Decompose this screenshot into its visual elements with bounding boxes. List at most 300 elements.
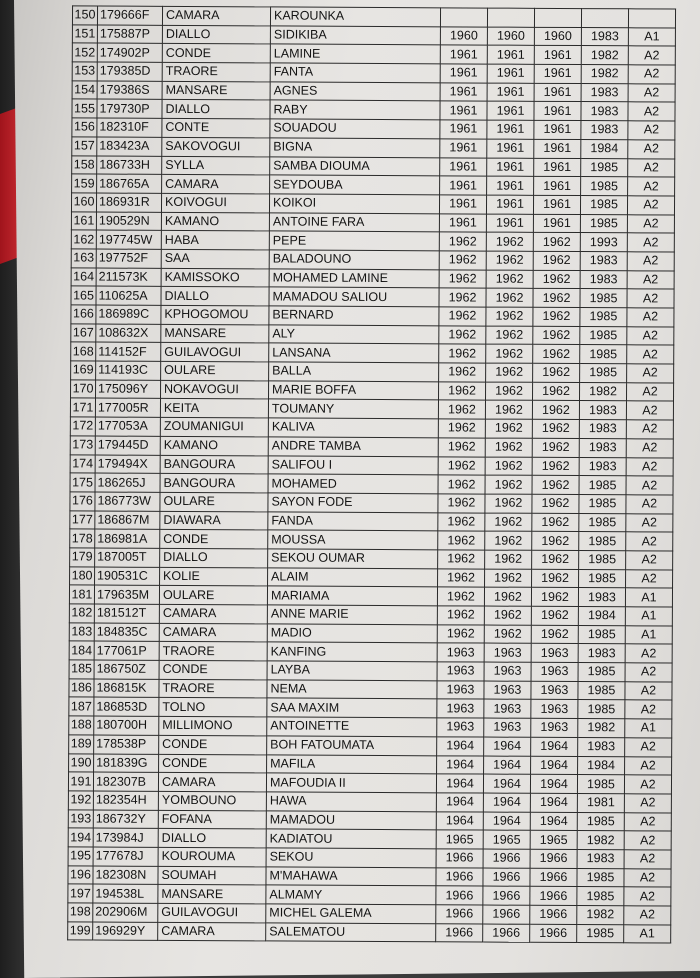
year-4-cell: 1985 [579,550,626,569]
year-3-cell: 1962 [532,513,579,532]
first-name-cell: TOUMANY [268,399,438,419]
category-cell: A1 [625,625,672,644]
category-cell: A2 [627,196,674,215]
last-name-cell: CONDE [159,735,267,754]
matricule-cell: 186773W [95,492,160,511]
last-name-cell: KOIVOGUI [161,193,269,212]
last-name-cell: SOUMAH [158,866,266,885]
year-2-cell: 1966 [483,924,530,943]
year-2-cell: 1960 [487,27,534,46]
matricule-cell: 177678J [93,847,158,866]
category-cell: A2 [625,663,672,682]
year-2-cell: 1964 [484,756,531,775]
year-3-cell: 1962 [533,363,580,382]
year-3-cell: 1962 [532,419,579,438]
first-name-cell: MOHAMED LAMINE [269,269,439,289]
year-4-cell: 1983 [579,420,626,439]
category-cell: A2 [628,121,675,140]
last-name-cell: YOMBOUNO [158,791,266,810]
year-3-cell: 1962 [532,382,579,401]
year-1-cell: 1966 [436,849,483,868]
year-2-cell: 1966 [483,905,530,924]
category-cell: A2 [624,868,671,887]
year-1-cell: 1962 [437,587,484,606]
first-name-cell: SALIFOU I [268,455,438,475]
year-1-cell: 1961 [440,64,487,83]
row-number-cell: 195 [68,847,93,866]
category-cell: A2 [627,326,674,345]
year-1-cell: 1962 [437,606,484,625]
first-name-cell: MADIO [267,624,437,644]
row-number-cell: 164 [71,268,96,287]
matricule-cell: 183423A [97,137,162,156]
year-1-cell: 1962 [438,550,485,569]
last-name-cell: NOKAVOGUI [161,380,269,399]
row-number-cell: 183 [69,623,94,642]
row-number-cell: 176 [70,492,95,511]
category-cell: A2 [626,401,673,420]
year-4-cell: 1985 [579,476,626,495]
first-name-cell: SEYDOUBA [270,175,440,195]
year-4-cell: 1983 [581,102,628,121]
year-1-cell: 1962 [439,251,486,270]
category-cell: A2 [626,532,673,551]
year-3-cell: 1964 [531,756,578,775]
first-name-cell: ANDRE TAMBA [268,437,438,457]
last-name-cell: SAKOVOGUI [162,137,270,156]
row-number-cell: 158 [72,155,97,174]
first-name-cell: BOH FATOUMATA [267,736,437,756]
year-2-cell: 1963 [484,699,531,718]
year-3-cell: 1961 [533,214,580,233]
year-3-cell: 1964 [530,793,577,812]
category-cell: A2 [628,65,675,84]
last-name-cell: CAMARA [159,604,267,623]
year-3-cell: 1962 [531,625,578,644]
year-3-cell: 1962 [532,532,579,551]
year-4-cell: 1985 [577,812,624,831]
year-1-cell: 1962 [437,625,484,644]
row-number-cell: 177 [70,510,95,529]
year-4-cell: 1983 [580,251,627,270]
category-cell: A2 [628,140,675,159]
row-number-cell: 190 [69,753,94,772]
year-4-cell: 1985 [578,663,625,682]
matricule-cell: 184835C [94,623,159,642]
matricule-cell: 179730P [97,99,162,118]
first-name-cell: MARIE BOFFA [268,381,438,401]
last-name-cell: KOLIE [160,567,268,586]
year-1-cell: 1962 [438,475,485,494]
year-3-cell: 1966 [530,887,577,906]
year-3-cell: 1962 [533,345,580,364]
year-2-cell: 1962 [484,606,531,625]
year-3-cell: 1961 [534,158,581,177]
year-1-cell: 1963 [437,643,484,662]
category-cell: A1 [625,607,672,626]
year-2-cell: 1962 [486,344,533,363]
year-1-cell: 1961 [440,139,487,158]
year-4-cell: 1983 [580,270,627,289]
category-cell: A2 [628,84,675,103]
matricule-cell: 177005R [95,398,160,417]
year-2-cell: 1965 [483,830,530,849]
last-name-cell: DIALLO [161,287,269,306]
category-cell: A2 [626,495,673,514]
year-2-cell: 1961 [487,139,534,158]
row-number-cell: 185 [69,660,94,679]
first-name-cell: HAWA [266,792,436,812]
category-cell: A2 [627,270,674,289]
year-2-cell: 1962 [485,457,532,476]
year-2-cell: 1963 [484,662,531,681]
first-name-cell: FANTA [270,63,440,83]
year-1-cell: 1965 [436,830,483,849]
year-2-cell: 1964 [483,774,530,793]
category-cell: A2 [624,775,671,794]
year-2-cell: 1962 [485,475,532,494]
category-cell: A2 [624,887,671,906]
year-2-cell: 1963 [484,681,531,700]
category-cell: A2 [626,476,673,495]
last-name-cell: MANSARE [162,81,270,100]
year-4-cell: 1985 [577,887,624,906]
year-4-cell: 1983 [581,83,628,102]
first-name-cell: LANSANA [269,343,439,363]
year-2-cell: 1962 [486,251,533,270]
first-name-cell: BIGNA [270,138,440,158]
category-cell: A2 [624,831,671,850]
row-number-cell: 179 [70,548,95,567]
first-name-cell: MOUSSA [268,530,438,550]
first-name-cell: ALY [269,325,439,345]
year-1-cell: 1962 [439,344,486,363]
category-cell: A1 [625,588,672,607]
first-name-cell: MARIAMA [267,586,437,606]
year-1-cell: 1964 [436,811,483,830]
year-1-cell: 1961 [440,157,487,176]
year-4-cell: 1985 [580,289,627,308]
table-row [68,922,671,944]
category-cell: A2 [627,252,674,271]
matricule-cell: 179386S [97,81,162,100]
row-number-cell: 181 [69,585,94,604]
last-name-cell: KPHOGOMOU [161,305,269,324]
year-3-cell: 1961 [534,46,581,65]
matricule-cell: 186981A [95,529,160,548]
matricule-cell: 179494X [95,455,160,474]
year-2-cell: 1964 [483,812,530,831]
year-2-cell: 1961 [487,120,534,139]
matricule-cell: 186931R [96,193,161,212]
year-3-cell: 1963 [531,700,578,719]
matricule-cell: 182308N [93,866,158,885]
year-1-cell: 1962 [438,382,485,401]
last-name-cell: SYLLA [162,156,270,175]
first-name-cell: M'MAHAWA [266,867,436,887]
first-name-cell: BERNARD [269,306,439,326]
matricule-cell: 186732Y [93,810,158,829]
last-name-cell: BANGOURA [160,474,268,493]
row-number-cell: 171 [70,398,95,417]
last-name-cell: TOLNO [159,698,267,717]
category-cell: A2 [628,102,675,121]
year-3-cell: 1964 [530,812,577,831]
year-1-cell [440,8,487,27]
year-4-cell: 1983 [581,27,628,46]
year-4-cell: 1985 [578,681,625,700]
first-name-cell: SEKOU [266,848,436,868]
year-2-cell: 1962 [485,438,532,457]
year-2-cell: 1961 [487,102,534,121]
last-name-cell: KAMANO [161,212,269,231]
year-1-cell: 1962 [439,288,486,307]
year-1-cell: 1963 [437,718,484,737]
year-1-cell: 1962 [438,419,485,438]
year-1-cell: 1962 [438,456,485,475]
row-number-cell: 192 [68,791,93,810]
last-name-cell: CONDE [159,660,267,679]
year-4-cell: 1985 [579,532,626,551]
year-3-cell: 1963 [531,718,578,737]
year-3-cell: 1963 [531,662,578,681]
category-cell: A2 [626,551,673,570]
year-4-cell: 1985 [579,494,626,513]
first-name-cell: MAMADOU [266,810,436,830]
year-1-cell: 1962 [439,326,486,345]
year-3-cell: 1962 [533,289,580,308]
year-4-cell: 1985 [577,924,624,943]
matricule-cell: 175887P [97,25,162,44]
paper-sheet [14,0,700,978]
last-name-cell: OULARE [160,492,268,511]
row-number-cell: 159 [72,174,97,193]
last-name-cell: CONTE [162,118,270,137]
matricule-cell: 186265J [95,473,160,492]
year-2-cell: 1962 [484,625,531,644]
matricule-cell: 174902P [97,43,162,62]
category-cell: A2 [627,233,674,252]
year-2-cell: 1963 [484,718,531,737]
last-name-cell: DIALLO [162,100,270,119]
year-1-cell: 1963 [437,681,484,700]
category-cell: A2 [624,794,671,813]
last-name-cell: KAMISSOKO [161,268,269,287]
row-number-cell: 151 [72,25,97,44]
category-cell: A2 [625,756,672,775]
matricule-cell: 197745W [96,230,161,249]
matricule-cell: 179666F [97,6,162,25]
last-name-cell: OULARE [159,586,267,605]
first-name-cell: PEPE [269,231,439,251]
first-name-cell: MAFILA [267,754,437,774]
year-3-cell: 1962 [531,606,578,625]
last-name-cell: KEITA [160,399,268,418]
first-name-cell: ALMAMY [266,885,436,905]
last-name-cell: TRAORE [159,679,267,698]
row-number-cell: 165 [71,286,96,305]
row-number-cell: 150 [72,6,97,25]
year-3-cell: 1962 [533,251,580,270]
year-4-cell: 1981 [577,793,624,812]
year-1-cell: 1962 [439,363,486,382]
row-number-cell: 152 [72,43,97,62]
year-3-cell: 1965 [530,831,577,850]
year-3-cell: 1962 [532,475,579,494]
row-number-cell: 184 [69,641,94,660]
row-number-cell: 174 [70,454,95,473]
category-cell: A2 [624,812,671,831]
category-cell: A2 [626,457,673,476]
last-name-cell: MANSARE [161,324,269,343]
last-name-cell: TRAORE [162,62,270,81]
year-2-cell: 1962 [485,382,532,401]
year-1-cell: 1961 [440,120,487,139]
year-4-cell: 1985 [580,345,627,364]
year-4-cell: 1983 [579,401,626,420]
last-name-cell: CAMARA [158,922,266,941]
year-2-cell: 1962 [486,232,533,251]
year-4-cell: 1984 [581,139,628,158]
category-cell: A2 [625,644,672,663]
year-2-cell: 1964 [483,793,530,812]
first-name-cell: BALLA [269,362,439,382]
year-2-cell: 1962 [484,587,531,606]
year-4-cell: 1985 [580,364,627,383]
last-name-cell: CONDE [159,754,267,773]
matricule-cell: 186867M [95,511,160,530]
year-3-cell: 1961 [534,120,581,139]
first-name-cell: SEKOU OUMAR [268,549,438,569]
category-cell: A1 [628,27,675,46]
year-1-cell: 1961 [440,83,487,102]
year-1-cell: 1966 [436,923,483,942]
year-3-cell: 1961 [534,102,581,121]
first-name-cell: KADIATOU [266,829,436,849]
matricule-cell: 179385D [97,62,162,81]
matricule-cell: 187005T [95,548,160,567]
year-3-cell: 1962 [533,307,580,326]
matricule-cell: 186853D [94,697,159,716]
year-2-cell: 1966 [483,868,530,887]
year-4-cell: 1982 [581,46,628,65]
year-3-cell: 1962 [533,326,580,345]
year-4-cell: 1984 [578,756,625,775]
year-2-cell: 1966 [483,886,530,905]
matricule-cell: 180700H [94,716,159,735]
last-name-cell: MILLIMONO [159,716,267,735]
year-3-cell: 1962 [532,494,579,513]
category-cell: A2 [628,46,675,65]
first-name-cell: SALEMATOU [266,923,436,943]
year-1-cell: 1963 [437,699,484,718]
year-2-cell: 1961 [486,214,533,233]
year-4-cell: 1985 [579,569,626,588]
row-number-cell: 182 [69,604,94,623]
row-number-cell: 163 [71,249,96,268]
year-4-cell: 1982 [578,719,625,738]
year-4-cell: 1983 [579,457,626,476]
first-name-cell: MOHAMED [268,474,438,494]
first-name-cell: SOUADOU [270,119,440,139]
year-1-cell: 1961 [439,195,486,214]
first-name-cell: ALAIM [268,568,438,588]
first-name-cell: SAYON FODE [268,493,438,513]
row-number-cell: 173 [70,436,95,455]
year-4-cell: 1982 [581,65,628,84]
row-number-cell: 178 [70,529,95,548]
year-2-cell: 1962 [485,400,532,419]
matricule-cell: 108632X [96,324,161,343]
last-name-cell: CAMARA [162,6,270,25]
last-name-cell: SAA [161,249,269,268]
row-number-cell: 160 [71,193,96,212]
year-2-cell: 1962 [485,550,532,569]
year-4-cell: 1985 [578,625,625,644]
year-3-cell: 1962 [532,457,579,476]
year-2-cell: 1961 [487,176,534,195]
matricule-cell: 179445D [95,436,160,455]
first-name-cell: MAFOUDIA II [266,773,436,793]
category-cell: A1 [624,924,671,943]
last-name-cell: BANGOURA [160,455,268,474]
year-2-cell: 1961 [487,83,534,102]
year-3-cell: 1963 [531,644,578,663]
matricule-cell: 114152F [96,342,161,361]
year-2-cell: 1963 [484,643,531,662]
category-cell: A2 [627,308,674,327]
first-name-cell: KANFING [267,642,437,662]
year-3-cell: 1966 [530,924,577,943]
year-4-cell: 1985 [577,775,624,794]
year-1-cell: 1962 [438,512,485,531]
year-3-cell: 1961 [534,64,581,83]
first-name-cell: ANTOINE FARA [269,212,439,232]
year-2-cell: 1966 [483,849,530,868]
year-3-cell: 1962 [533,233,580,252]
first-name-cell: LAYBA [267,661,437,681]
first-name-cell: ANTOINETTE [267,717,437,737]
year-1-cell: 1966 [436,905,483,924]
matricule-cell: 179635M [94,585,159,604]
last-name-cell: TRAORE [159,642,267,661]
first-name-cell: KOIKOI [269,194,439,214]
last-name-cell: GUILAVOGUI [161,343,269,362]
year-3-cell: 1961 [533,195,580,214]
year-3-cell: 1961 [534,176,581,195]
row-number-cell: 198 [68,903,93,922]
first-name-cell: LAMINE [270,44,440,64]
row-number-cell: 168 [71,342,96,361]
last-name-cell: CAMARA [158,773,266,792]
year-1-cell: 1962 [439,232,486,251]
row-number-cell: 188 [69,716,94,735]
row-number-cell: 170 [71,380,96,399]
year-2-cell [487,8,534,27]
first-name-cell: AGNES [270,82,440,102]
year-2-cell: 1961 [487,45,534,64]
matricule-cell: 194538L [93,884,158,903]
row-number-cell: 194 [68,828,93,847]
year-2-cell: 1962 [486,270,533,289]
year-3-cell: 1962 [532,401,579,420]
row-number-cell: 153 [72,62,97,81]
year-4-cell: 1983 [577,849,624,868]
year-2-cell: 1962 [485,569,532,588]
category-cell: A2 [628,158,675,177]
matricule-cell: 110625A [96,286,161,305]
year-3-cell: 1960 [534,27,581,46]
